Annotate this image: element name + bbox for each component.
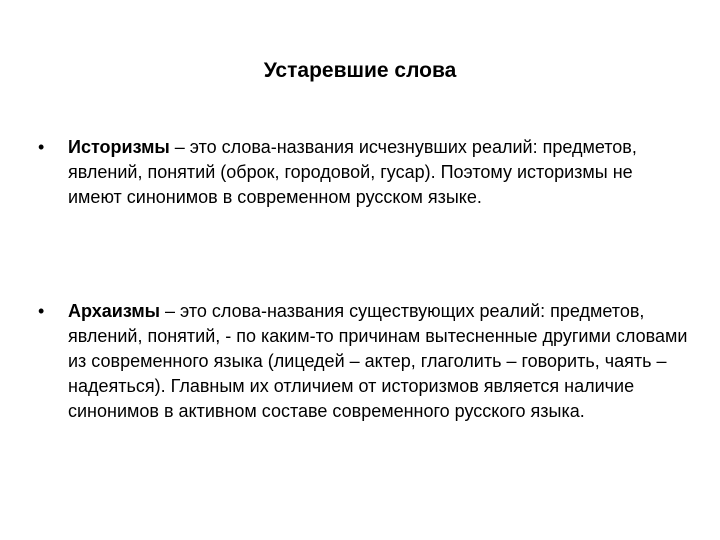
- bullet-term: Архаизмы: [68, 301, 161, 321]
- bullet-item-archaisms: [38, 299, 688, 424]
- bullet-term: Историзмы: [68, 137, 170, 157]
- bullet-text: [68, 299, 688, 424]
- bullet-marker: •: [38, 301, 45, 321]
- bullet-text: [68, 135, 688, 210]
- bullet-marker: •: [38, 137, 45, 157]
- bullet-item-historisms: [38, 135, 688, 210]
- bullet-definition: – это слова-названия существующих реалий: предметов, явлений, понятий, - по каким-то причинам вытесненные другими словами из современного языка (лицедей – актер, глаголить – говорить, чаять – надеяться). Главным их отличием от историзмов является наличие синонимов в активном составе современного русского языка.: [68, 301, 688, 421]
- slide-title: Устаревшие слова: [263, 59, 457, 82]
- bullet-definition: – это слова-названия исчезнувших реалий: предметов, явлений, понятий (оброк, городовой, гусар). Поэтому историзмы не имеют синонимов в современном русском языке.: [68, 137, 637, 207]
